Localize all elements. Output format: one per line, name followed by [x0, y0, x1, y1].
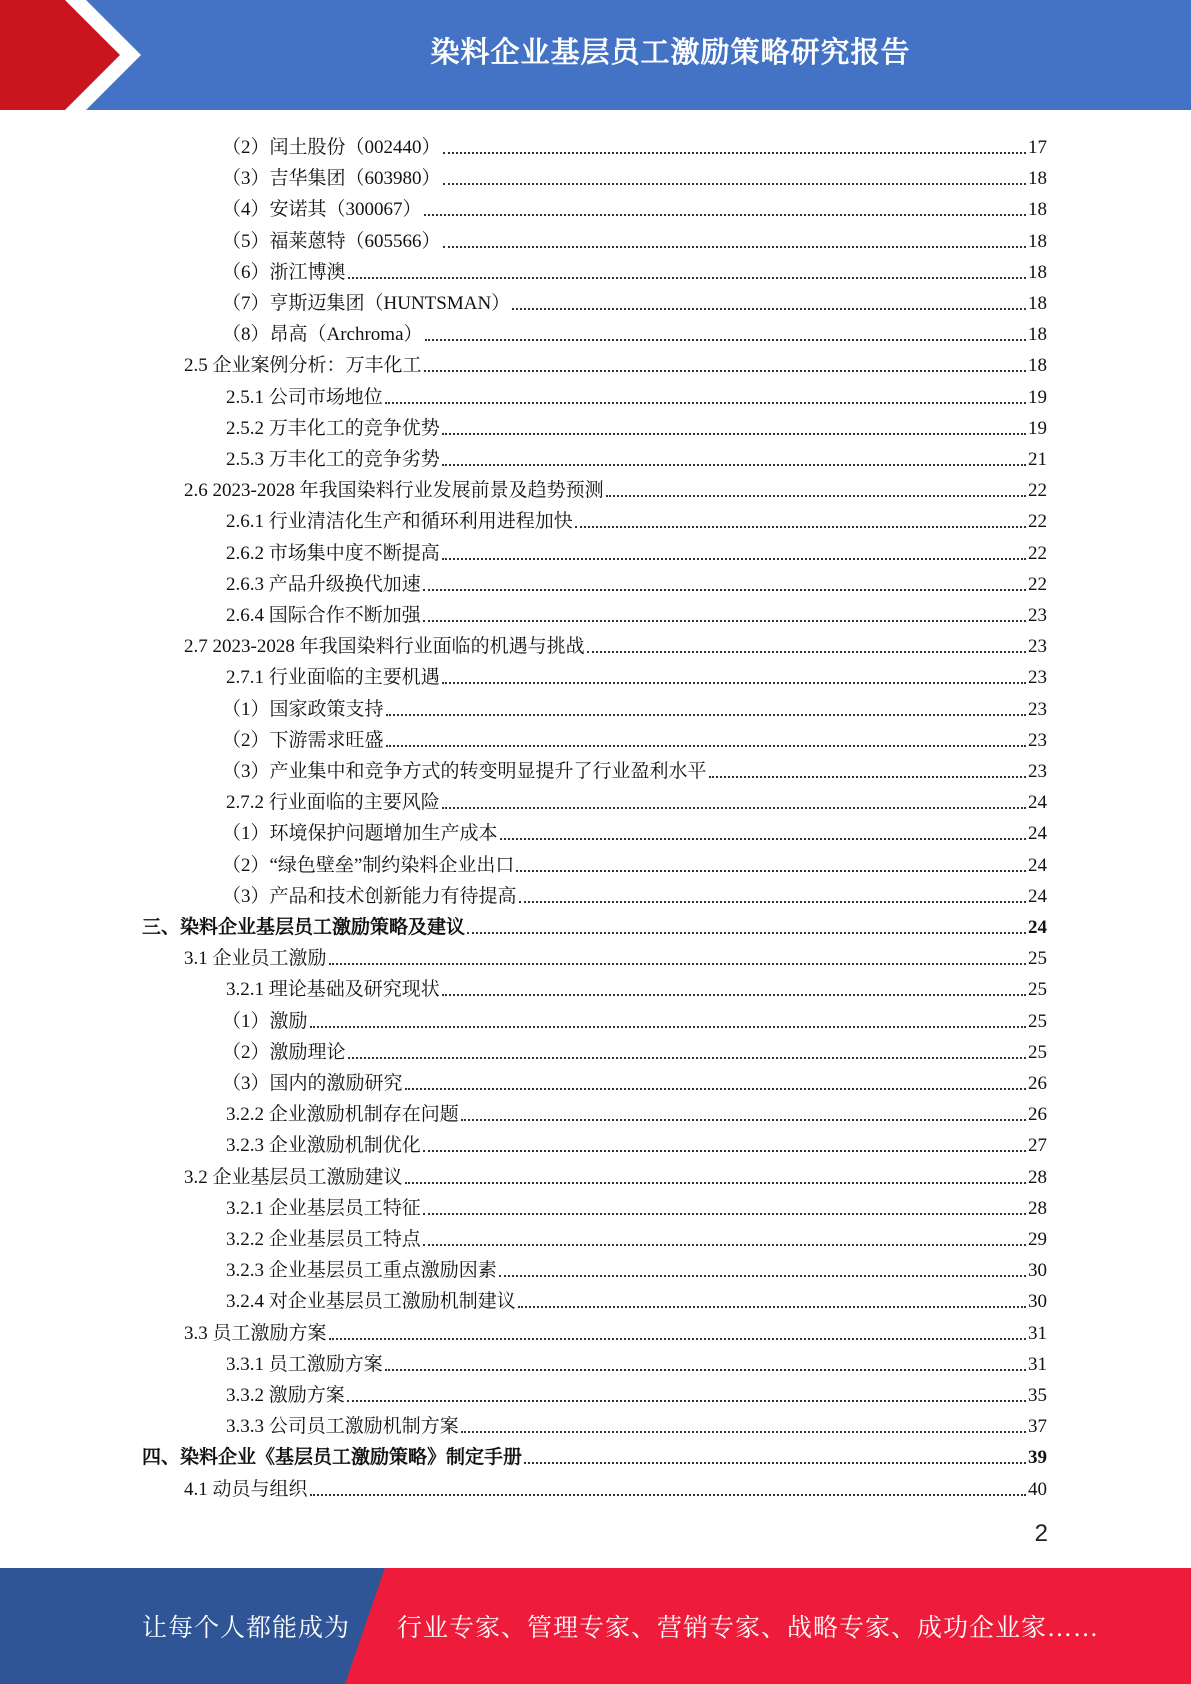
- toc-entry-title: 3.2.3 企业基层员工重点激励因素: [226, 1260, 497, 1282]
- toc-entry[interactable]: [222, 190, 1047, 221]
- toc-page-number: 23: [1028, 761, 1047, 782]
- toc-page-number: 18: [1028, 355, 1047, 377]
- toc-entry[interactable]: [184, 471, 1047, 502]
- toc-dot-leader: [443, 152, 1026, 154]
- toc-page-number: 29: [1028, 1229, 1047, 1250]
- toc-entry[interactable]: [226, 783, 1047, 814]
- toc-page-number: 30: [1028, 1291, 1047, 1313]
- toc-entry-title: 4.1 动员与组织: [184, 1478, 308, 1500]
- toc-entry-title: （4）安诺其（300067）: [222, 199, 422, 221]
- toc-dot-leader: [442, 682, 1026, 684]
- toc-page-number: 23: [1028, 667, 1047, 689]
- toc-page-number: 24: [1028, 854, 1047, 876]
- toc-entry-title: （1）环境保护问题增加生产成本: [222, 823, 498, 845]
- toc-page-number: 22: [1028, 480, 1047, 502]
- toc-page-number: 22: [1028, 511, 1047, 533]
- toc-entry-title: 3.2.4 对企业基层员工激励机制建议: [226, 1291, 516, 1313]
- toc-dot-leader: [348, 1057, 1026, 1059]
- toc-entry-title: 2.6.1 行业清洁化生产和循环利用进程加快: [226, 511, 573, 533]
- toc-entry[interactable]: [226, 565, 1047, 596]
- toc-dot-leader: [386, 714, 1026, 716]
- page-header: [0, 0, 1191, 110]
- toc-entry-title: 3.3.3 公司员工激励机制方案: [226, 1416, 459, 1438]
- toc-entry[interactable]: [222, 846, 1047, 877]
- toc-entry-title: （2）下游需求旺盛: [222, 729, 384, 751]
- toc-page-number: 25: [1028, 948, 1047, 970]
- toc-entry-title: 2.7 2023-2028 年我国染料行业面临的机遇与挑战: [184, 636, 585, 658]
- toc-entry[interactable]: [142, 1438, 1047, 1469]
- toc-entry[interactable]: [184, 1314, 1047, 1345]
- toc-entry[interactable]: [226, 1126, 1047, 1157]
- toc-dot-leader: [329, 963, 1026, 965]
- toc-entry-title: 2.5.1 公司市场地位: [226, 386, 383, 408]
- toc-entry[interactable]: [226, 534, 1047, 565]
- toc-page-number: 18: [1028, 324, 1047, 346]
- toc-page-number: 23: [1028, 698, 1047, 720]
- toc-dot-leader: [461, 1119, 1026, 1121]
- toc-dot-leader: [423, 1213, 1026, 1215]
- toc-entry[interactable]: [226, 658, 1047, 689]
- toc-dot-leader: [424, 370, 1026, 372]
- toc-entry[interactable]: [222, 315, 1047, 346]
- toc-entry-title: 2.5 企业案例分析：万丰化工: [184, 355, 422, 377]
- toc-dot-leader: [442, 558, 1026, 560]
- toc-dot-leader: [385, 1369, 1026, 1371]
- toc-page-number: 40: [1028, 1478, 1047, 1500]
- toc-entry-title: 3.3.2 激励方案: [226, 1385, 345, 1406]
- toc-entry[interactable]: [222, 128, 1047, 159]
- toc-page-number: 31: [1028, 1353, 1047, 1375]
- toc-dot-leader: [500, 838, 1026, 840]
- toc-page-number: 22: [1028, 573, 1047, 595]
- toc-page-number: 24: [1028, 823, 1047, 845]
- toc-page-number: 31: [1028, 1322, 1047, 1344]
- toc-entry[interactable]: [226, 1376, 1047, 1407]
- toc-entry-title: （7）亨斯迈集团（HUNTSMAN）: [222, 293, 511, 314]
- toc-entry[interactable]: [222, 222, 1047, 253]
- toc-entry-title: （1）国家政策支持: [222, 698, 384, 720]
- toc-entry[interactable]: [226, 1407, 1047, 1438]
- toc-entry[interactable]: [222, 253, 1047, 284]
- toc-entry[interactable]: [226, 502, 1047, 533]
- toc-page-number: 19: [1028, 386, 1047, 408]
- toc-page-number: 25: [1028, 1010, 1047, 1032]
- toc-entry-title: 3.2.1 企业基层员工特征: [226, 1197, 421, 1219]
- toc-page-number: 28: [1028, 1166, 1047, 1188]
- toc-page-number: 23: [1028, 636, 1047, 658]
- toc-page-number: 22: [1028, 542, 1047, 564]
- toc-entry-title: （3）产品和技术创新能力有待提高: [222, 885, 517, 907]
- toc-dot-leader: [423, 620, 1026, 622]
- toc-page-number: 24: [1028, 792, 1047, 814]
- toc-entry[interactable]: [226, 1189, 1047, 1220]
- toc-entry-title: （3）吉华集团（603980）: [222, 168, 441, 190]
- footer-slogan-right: 行业专家、管理专家、营销专家、战略专家、成功企业家……: [397, 1615, 1100, 1642]
- toc-dot-leader: [575, 526, 1026, 528]
- toc-page-number: 35: [1028, 1385, 1047, 1406]
- toc-dot-leader: [443, 246, 1026, 248]
- toc-entry-title: 3.2 企业基层员工激励建议: [184, 1166, 403, 1188]
- toc-page-number: 28: [1028, 1197, 1047, 1219]
- toc-dot-leader: [461, 1431, 1026, 1433]
- toc-entry-title: 2.5.2 万丰化工的竞争优势: [226, 417, 440, 439]
- toc-entry[interactable]: [226, 1220, 1047, 1251]
- toc-entry-title: （3）产业集中和竞争方式的转变明显提升了行业盈利水平: [222, 761, 707, 782]
- toc-entry[interactable]: [226, 1095, 1047, 1126]
- toc-entry-title: 3.2.2 企业激励机制存在问题: [226, 1104, 459, 1126]
- toc-entry[interactable]: [226, 440, 1047, 471]
- toc-entry-title: 3.3.1 员工激励方案: [226, 1353, 383, 1375]
- toc-entry[interactable]: [184, 627, 1047, 658]
- toc-entry-title: （5）福莱蒽特（605566）: [222, 230, 441, 252]
- toc-entry-title: 3.1 企业员工激励: [184, 948, 327, 970]
- toc-dot-leader: [512, 308, 1026, 310]
- toc-entry-title: 2.6 2023-2028 年我国染料行业发展前景及趋势预测: [184, 480, 604, 502]
- footer-slogan-left: 让每个人都能成为: [142, 1615, 351, 1642]
- toc-dot-leader: [385, 402, 1026, 404]
- toc-entry-title: （6）浙江博澳: [222, 261, 346, 283]
- toc-entry[interactable]: [222, 690, 1047, 721]
- toc-dot-leader: [443, 183, 1026, 185]
- toc-entry-title: 3.2.2 企业基层员工特点: [226, 1229, 421, 1250]
- toc-dot-leader: [709, 776, 1026, 778]
- toc-dot-leader: [405, 1088, 1026, 1090]
- toc-entry-title: 2.5.3 万丰化工的竞争劣势: [226, 449, 440, 470]
- toc-page-number: 23: [1028, 605, 1047, 626]
- toc-entry-title: （2）闰土股份（002440）: [222, 137, 441, 158]
- toc-entry-title: 3.3 员工激励方案: [184, 1322, 327, 1344]
- toc-entry[interactable]: [184, 939, 1047, 970]
- toc-dot-leader: [329, 1338, 1026, 1340]
- toc-dot-leader: [423, 1150, 1026, 1152]
- toc-entry[interactable]: [222, 814, 1047, 845]
- toc-entry[interactable]: [184, 1470, 1047, 1501]
- toc-page-number: 18: [1028, 261, 1047, 283]
- toc-dot-leader: [442, 994, 1026, 996]
- toc-dot-leader: [516, 870, 1026, 872]
- toc-dot-leader: [442, 433, 1026, 435]
- toc-entry[interactable]: [226, 1345, 1047, 1376]
- toc-page-number: 17: [1028, 137, 1047, 158]
- toc-entry[interactable]: [222, 752, 1047, 783]
- toc-dot-leader: [347, 1400, 1026, 1402]
- toc-entry-title: 2.6.4 国际合作不断加强: [226, 605, 421, 626]
- toc-page-number: 26: [1028, 1104, 1047, 1126]
- toc-dot-leader: [423, 1244, 1026, 1246]
- toc-dot-leader: [524, 1462, 1026, 1464]
- toc-entry-title: 2.6.3 产品升级换代加速: [226, 573, 421, 595]
- toc-entry-title: 2.7.2 行业面临的主要风险: [226, 792, 440, 814]
- toc-page-number: 19: [1028, 417, 1047, 439]
- toc-dot-leader: [442, 464, 1026, 466]
- toc-entry-title: （1）激励: [222, 1010, 308, 1032]
- toc-dot-leader: [348, 277, 1026, 279]
- toc-entry[interactable]: [222, 877, 1047, 908]
- toc-dot-leader: [405, 1182, 1026, 1184]
- toc-page-number: 39: [1028, 1447, 1047, 1469]
- toc-entry[interactable]: [222, 1064, 1047, 1095]
- toc-page-number: 25: [1028, 979, 1047, 1001]
- toc-dot-leader: [425, 339, 1026, 341]
- toc-page-number: 21: [1028, 449, 1047, 470]
- toc-entry[interactable]: [226, 1282, 1047, 1313]
- toc-entry-title: （2）激励理论: [222, 1041, 346, 1063]
- toc-page-number: 30: [1028, 1260, 1047, 1282]
- toc-dot-leader: [310, 1026, 1026, 1028]
- toc-entry-title: （2）“绿色壁垒”制约染料企业出口: [222, 854, 515, 876]
- toc-dot-leader: [519, 901, 1026, 903]
- toc-entry[interactable]: [226, 378, 1047, 409]
- toc-entry[interactable]: [184, 346, 1047, 377]
- toc-dot-leader: [499, 1275, 1026, 1277]
- toc-dot-leader: [310, 1494, 1026, 1496]
- toc-entry[interactable]: [226, 1251, 1047, 1282]
- toc-dot-leader: [442, 807, 1026, 809]
- toc-entry[interactable]: [222, 1033, 1047, 1064]
- toc-dot-leader: [424, 214, 1026, 216]
- toc-entry-title: 三、染料企业基层员工激励策略及建议: [142, 917, 466, 938]
- toc-entry[interactable]: [226, 970, 1047, 1001]
- toc-page-number: 18: [1028, 168, 1047, 190]
- toc-entry[interactable]: [222, 721, 1047, 752]
- toc-entry[interactable]: [226, 409, 1047, 440]
- toc-dot-leader: [518, 1306, 1026, 1308]
- toc-page-number: 24: [1028, 885, 1047, 907]
- toc-page-number: 23: [1028, 729, 1047, 751]
- toc-page-number: 18: [1028, 293, 1047, 314]
- report-title: 染料企业基层员工激励策略研究报告: [430, 34, 911, 69]
- toc-entry[interactable]: [226, 596, 1047, 627]
- toc-page-number: 24: [1028, 917, 1047, 938]
- toc-entry-title: 2.6.2 市场集中度不断提高: [226, 542, 440, 564]
- toc-page-number: 26: [1028, 1073, 1047, 1094]
- toc-entry[interactable]: [222, 284, 1047, 315]
- page-number: 2: [1034, 1520, 1048, 1547]
- toc-entry[interactable]: [142, 908, 1047, 939]
- toc-entry[interactable]: [184, 1158, 1047, 1189]
- toc-entry[interactable]: [222, 159, 1047, 190]
- toc-dot-leader: [467, 932, 1026, 934]
- toc-page-number: 25: [1028, 1041, 1047, 1063]
- toc-entry[interactable]: [222, 1002, 1047, 1033]
- toc-entry-title: （3）国内的激励研究: [222, 1073, 403, 1094]
- toc-entry-title: 四、染料企业《基层员工激励策略》制定手册: [142, 1447, 523, 1469]
- toc-page-number: 18: [1028, 230, 1047, 252]
- toc-entry-title: 3.2.3 企业激励机制优化: [226, 1135, 421, 1157]
- toc-entry-title: 2.7.1 行业面临的主要机遇: [226, 667, 440, 689]
- toc-dot-leader: [606, 495, 1026, 497]
- page-footer: [0, 1568, 1191, 1684]
- toc-entry-title: 3.2.1 理论基础及研究现状: [226, 979, 440, 1001]
- toc-page-number: 37: [1028, 1416, 1047, 1438]
- toc-page-number: 18: [1028, 199, 1047, 221]
- toc-dot-leader: [587, 651, 1026, 653]
- toc-dot-leader: [386, 745, 1026, 747]
- toc-page-number: 27: [1028, 1135, 1047, 1157]
- toc-entry-title: （8）昂高（Archroma）: [222, 324, 423, 346]
- toc-dot-leader: [423, 589, 1026, 591]
